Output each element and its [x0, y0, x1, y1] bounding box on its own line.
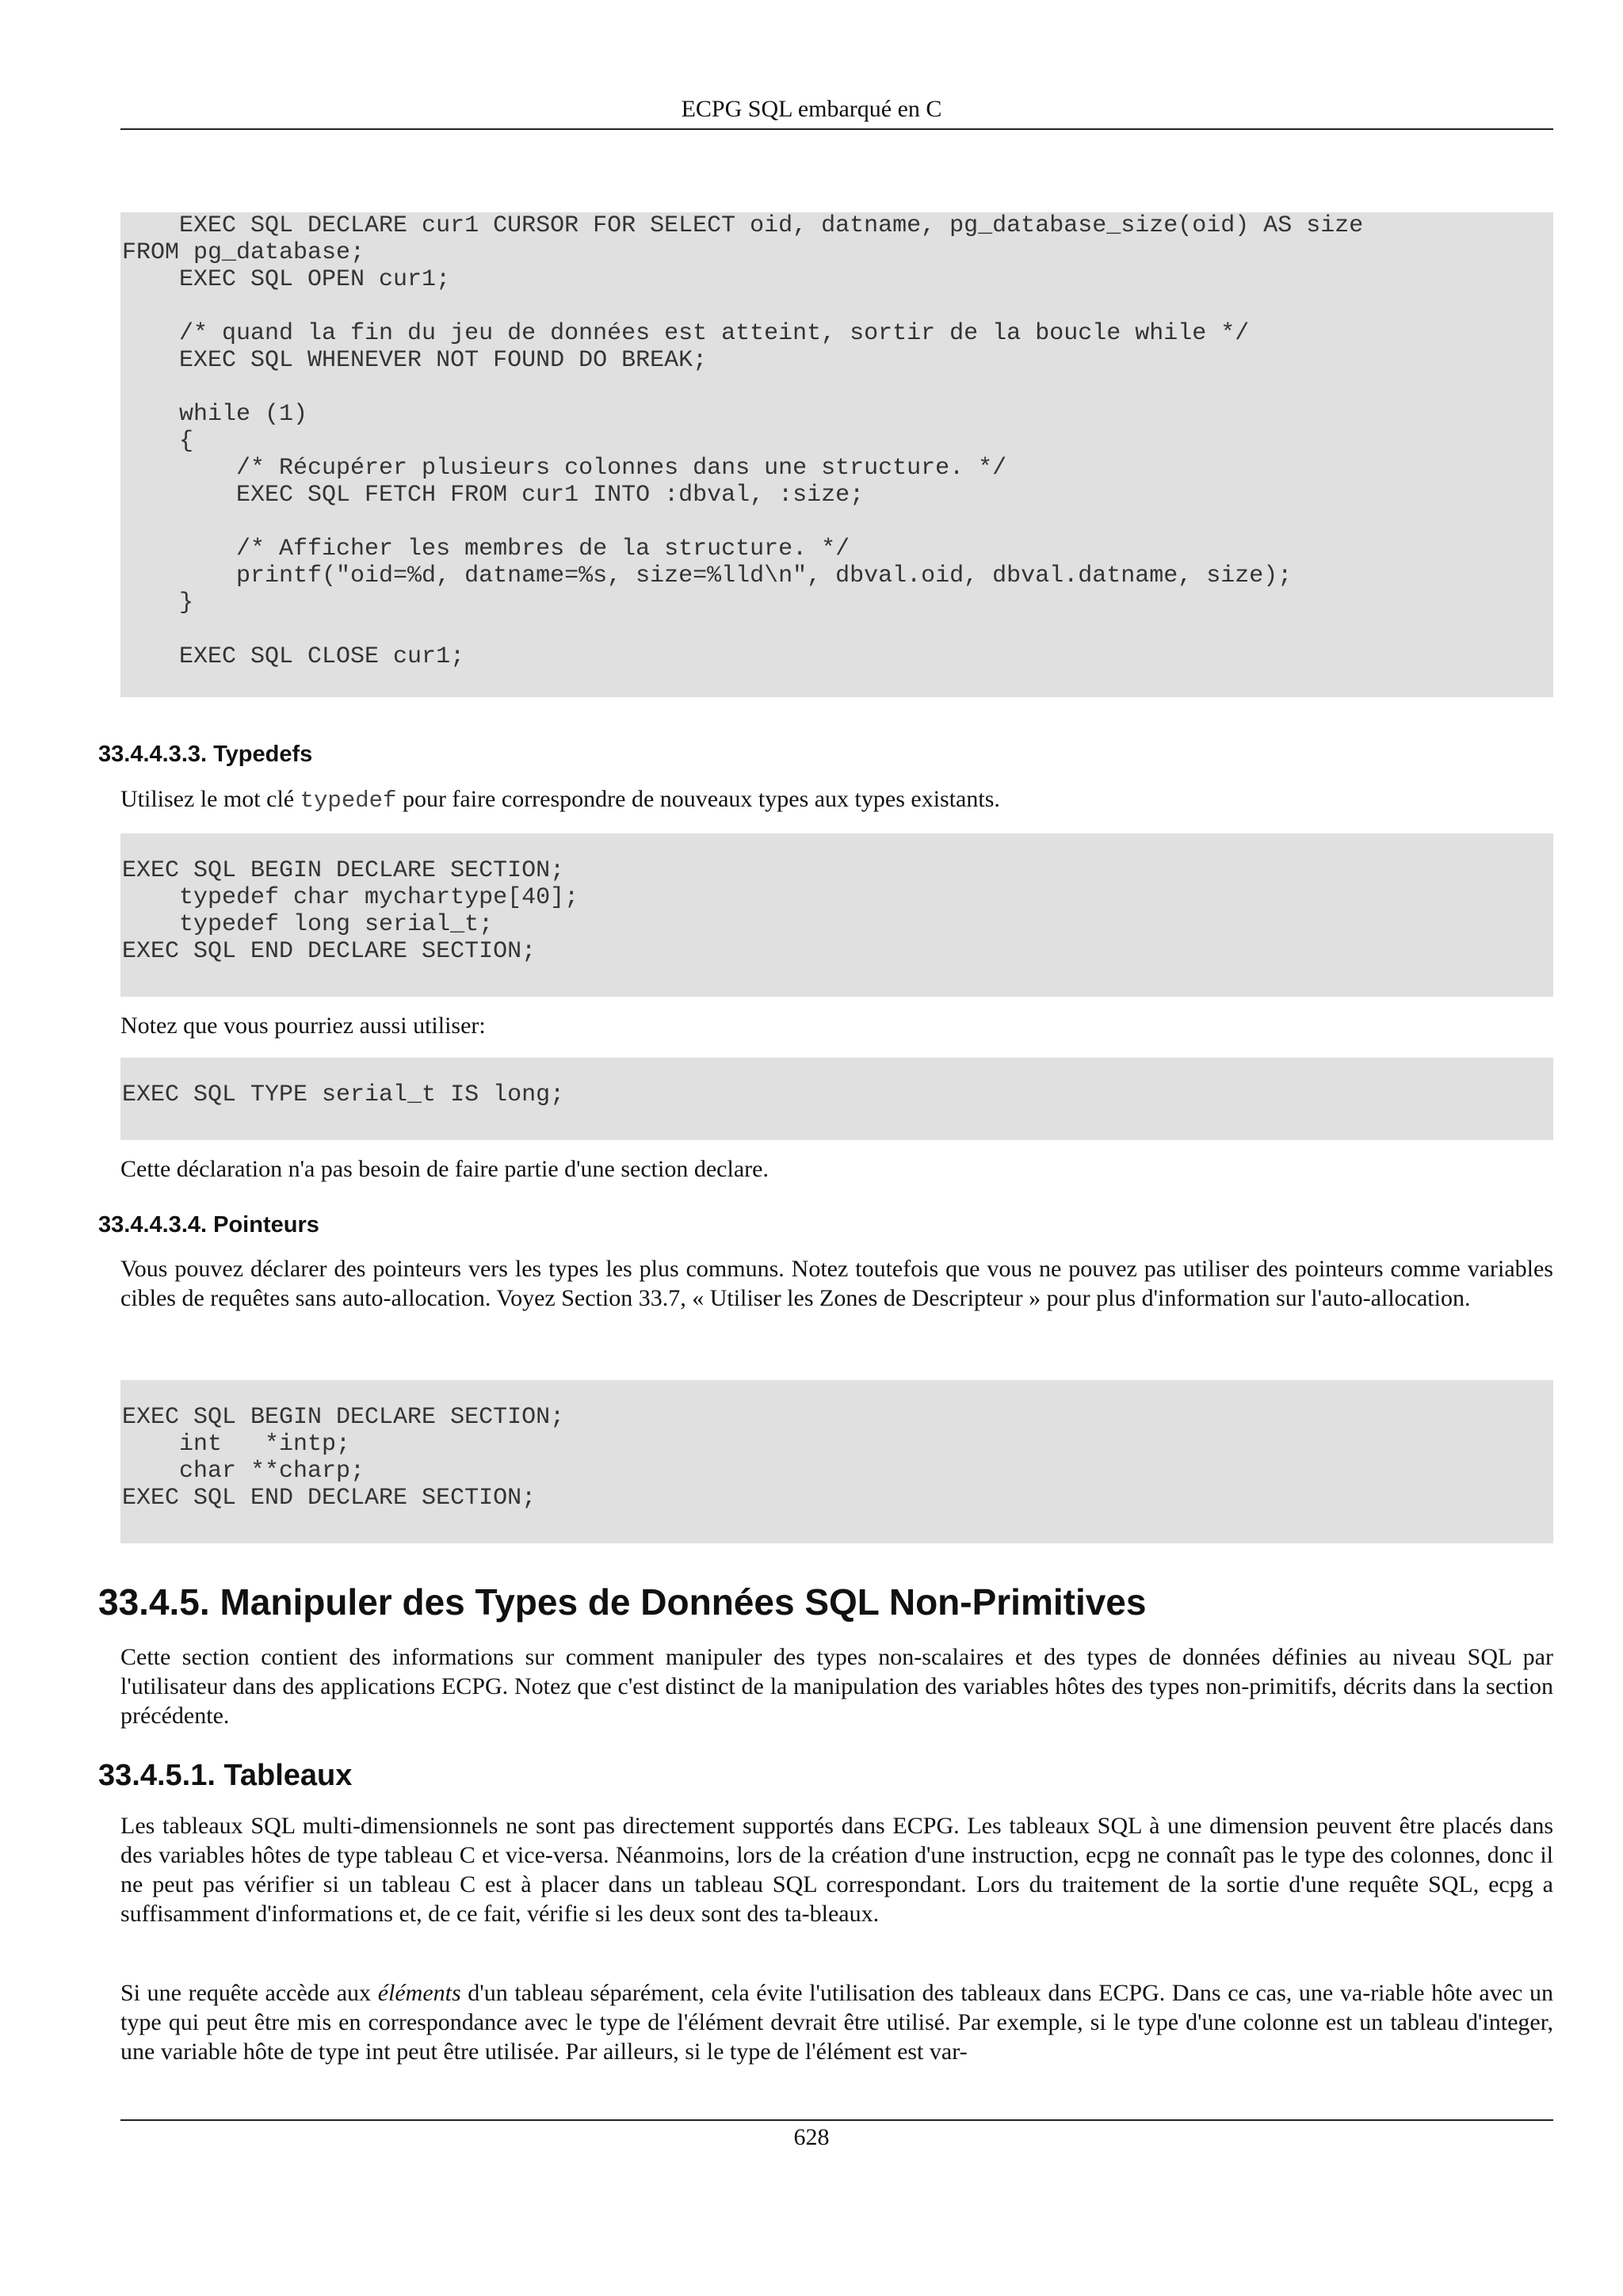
heading-typedefs: 33.4.4.3.3. Typedefs — [98, 742, 313, 767]
typedefs-intro — [120, 784, 1553, 815]
tableaux-paragraph-1: Les tableaux SQL multi-dimensionnels ne sont pas directement supportés dans ECPG. Les tableaux SQL à une dimension peuvent être placés dans des variables hôtes de type tableau C et vice-versa. Néanmoins, lors de la création d'une instruction, ecpg ne connaît pas le type des colonnes, donc il ne peut pas vérifier si un tableau C est à placer dans un tableau SQL correspondant. Lors du traitement de la sortie d'une requête SQL, ecpg a suffisamment d'informations et, de ce fait, vérifie si les deux sont des ta-bleaux. — [120, 1813, 1553, 1927]
code-block-type-stmt: EXEC SQL TYPE serial_t IS long; — [120, 1058, 1553, 1140]
tableaux-paragraph-2 — [120, 1978, 1553, 2066]
tableaux-p2-text-1: Si une requête accède aux — [120, 1980, 378, 2006]
page-number: 628 — [793, 2124, 830, 2150]
code-block-pointers: EXEC SQL BEGIN DECLARE SECTION; int *intp; char **charp; EXEC SQL END DECLARE SECTION; — [120, 1380, 1553, 1543]
running-header: ECPG SQL embarqué en C — [681, 96, 942, 122]
tableaux-p2-text-2: d'un tableau séparément, cela évite l'utilisation des tableaux dans ECPG. Dans ce cas, une va-riable hôte avec un type qui peut être mis en correspondance avec le type de l'élément devrait être utilisé. Par exemple, si le type d'une colonne est un tableau d'integer, une variable hôte de type int peut être utilisée. Par ailleurs, si le type de l'élément est var- — [120, 1980, 1554, 2065]
typedefs-intro-text-2: pour faire correspondre de nouveaux types aux types existants. — [396, 786, 1000, 812]
code-block-typedef: EXEC SQL BEGIN DECLARE SECTION; typedef char mychartype[40]; typedef long serial_t; EXEC SQL END DECLARE SECTION; — [120, 833, 1553, 997]
typedefs-note: Notez que vous pourriez aussi utiliser: — [120, 1013, 486, 1039]
header-rule — [120, 128, 1553, 130]
typedefs-after: Cette déclaration n'a pas besoin de faire partie d'une section declare. — [120, 1156, 769, 1182]
typedef-keyword: typedef — [300, 788, 397, 814]
non-primitives-text: Cette section contient des informations sur comment manipuler des types non-scalaires et des types de données définies au niveau SQL par l'utilisateur dans des applications ECPG. Notez que c'est distinct de la manipulation des variables hôtes des types non-primitifs, décrits dans la section précédente. — [120, 1644, 1553, 1729]
footer-rule — [120, 2119, 1553, 2121]
pointeurs-text: Vous pouvez déclarer des pointeurs vers les types les plus communs. Notez toutefois que vous ne pouvez pas utiliser des pointeurs comme variables cibles de requêtes sans auto-allocation. Voyez Section 33.7, « Utiliser les Zones de Descripteur » pour plus d'information sur l'auto-allocation. — [120, 1256, 1553, 1311]
heading-non-primitives: 33.4.5. Manipuler des Types de Données SQL Non-Primitives — [98, 1581, 1147, 1623]
code-block-cursor: EXEC SQL DECLARE cur1 CURSOR FOR SELECT oid, datname, pg_database_size(oid) AS size FROM pg_database; EXEC SQL OPEN cur1; /* quand la fin du jeu de données est atteint, sortir de la boucle while */ EXEC SQL WHENEVER NOT FOUND DO BREAK; while (1) { /* Récupérer plusieurs colonnes dans une structure. */ EXEC SQL FETCH FROM cur1 INTO :dbval, :size; /* Afficher les membres de la structure. */ printf("oid=%d, datname=%s, size=%lld\n", dbval.oid, dbval.datname, size); } EXEC SQL CLOSE cur1; — [120, 212, 1553, 697]
emphasis-elements: éléments — [377, 1980, 461, 2006]
typedefs-intro-text-1: Utilisez le mot clé — [120, 786, 300, 812]
heading-tableaux: 33.4.5.1. Tableaux — [98, 1759, 353, 1792]
heading-pointeurs: 33.4.4.3.4. Pointeurs — [98, 1212, 319, 1238]
